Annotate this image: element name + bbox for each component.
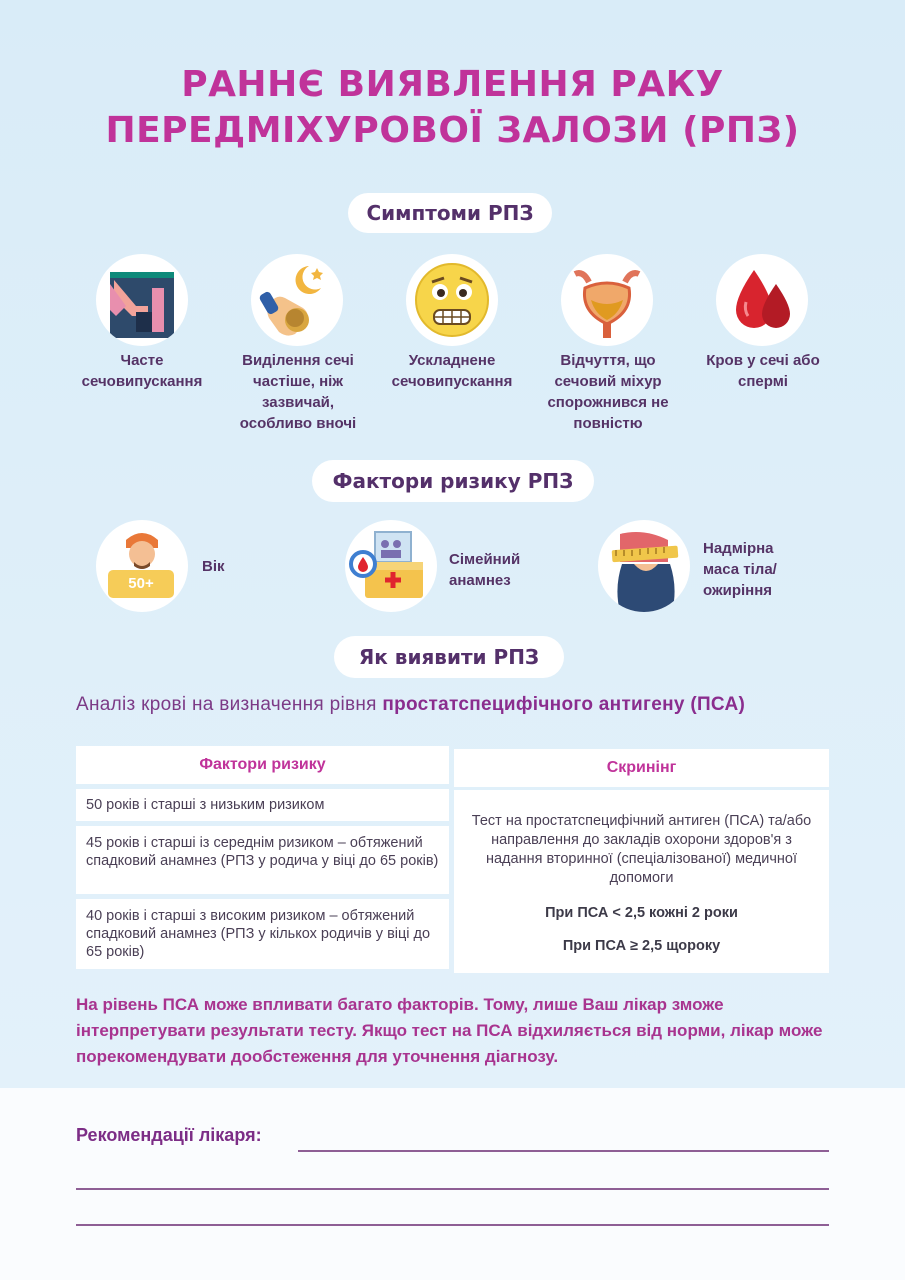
psa-analysis-bold: простатспецифічного антигену (ПСА) (382, 694, 746, 715)
symptom-label-frequent: Часте сечовипускання (81, 352, 203, 390)
recommendation-line (76, 1224, 829, 1226)
obesity-label: Надмірна маса тіла/ ожиріння (703, 540, 777, 599)
screening-cell (454, 790, 829, 973)
age-badge: 50+ (108, 570, 174, 598)
psa-note: На рівень ПСА може впливати багато факторів. Тому, лише Ваш лікар зможе інтерпретувати результати тесту. Якщо тест на ПСА відхиляється від норми, лікар може порекомендувати дообстеження для уточнення діагнозу. (76, 995, 823, 1066)
detection-heading: Як виявити РПЗ (334, 636, 564, 678)
symptom-label-difficult: Ускладнене сечовипускання (391, 352, 513, 390)
risk-factors-heading: Фактори ризику РПЗ (312, 460, 594, 502)
screening-text: Тест на простатспецифічний антиген (ПСА) та/або направлення до закладів охорони здоров'я з надання вторинної (спеціалізованої) медичної допомоги (471, 813, 812, 886)
age-icon (96, 520, 188, 612)
symptom-label-night: Виділення сечі частіше, ніж зазвичай, особливо вночі (239, 352, 357, 432)
table-row: 45 років і старші із середнім ризиком – обтяжений спадковий анамнез (РПЗ у родича у віці до 65 років) (76, 826, 449, 894)
psa-analysis-prefix: Аналіз крові на визначення рівня (76, 694, 383, 715)
psa-analysis-text (76, 694, 836, 716)
family-history-label: Сімейний анамнез (449, 551, 521, 589)
symptom-label-blood: Кров у сечі або спермі (706, 352, 820, 390)
recommendation-line (298, 1150, 829, 1152)
family-history-icon (345, 520, 437, 612)
psa-rule-above: При ПСА ≥ 2,5 щороку (562, 938, 721, 954)
title-line-2: ПЕРЕДМІХУРОВОЇ ЗАЛОЗИ (РПЗ) (105, 110, 800, 151)
table-row: 40 років і старші з високим ризиком – обтяжений спадковий анамнез (РПЗ у кількох родичів у віці до 65 років) (76, 899, 449, 969)
age-label: Вік (202, 558, 225, 575)
obesity-icon (598, 520, 690, 612)
table-header-screening: Скринінг (454, 749, 829, 787)
bladder-icon (561, 254, 653, 346)
symptom-label-incomplete: Відчуття, що сечовий міхур спорожнився не повністю (547, 352, 669, 432)
recommendation-line (76, 1188, 829, 1190)
night-urination-icon (251, 254, 343, 346)
psa-rule-below: При ПСА < 2,5 кожні 2 роки (545, 905, 738, 921)
page-title (0, 62, 905, 154)
symptoms-heading: Симптоми РПЗ (348, 193, 552, 233)
grimacing-face-icon (406, 254, 498, 346)
blood-drops-icon (716, 254, 808, 346)
toilet-urination-icon (96, 254, 188, 346)
table-header-risk: Фактори ризику (76, 746, 449, 784)
doctor-recommendations-label: Рекомендації лікаря: (76, 1125, 262, 1145)
table-row: 50 років і старші з низьким ризиком (76, 789, 449, 821)
title-line-1: РАННЄ ВИЯВЛЕННЯ РАКУ (181, 64, 724, 105)
